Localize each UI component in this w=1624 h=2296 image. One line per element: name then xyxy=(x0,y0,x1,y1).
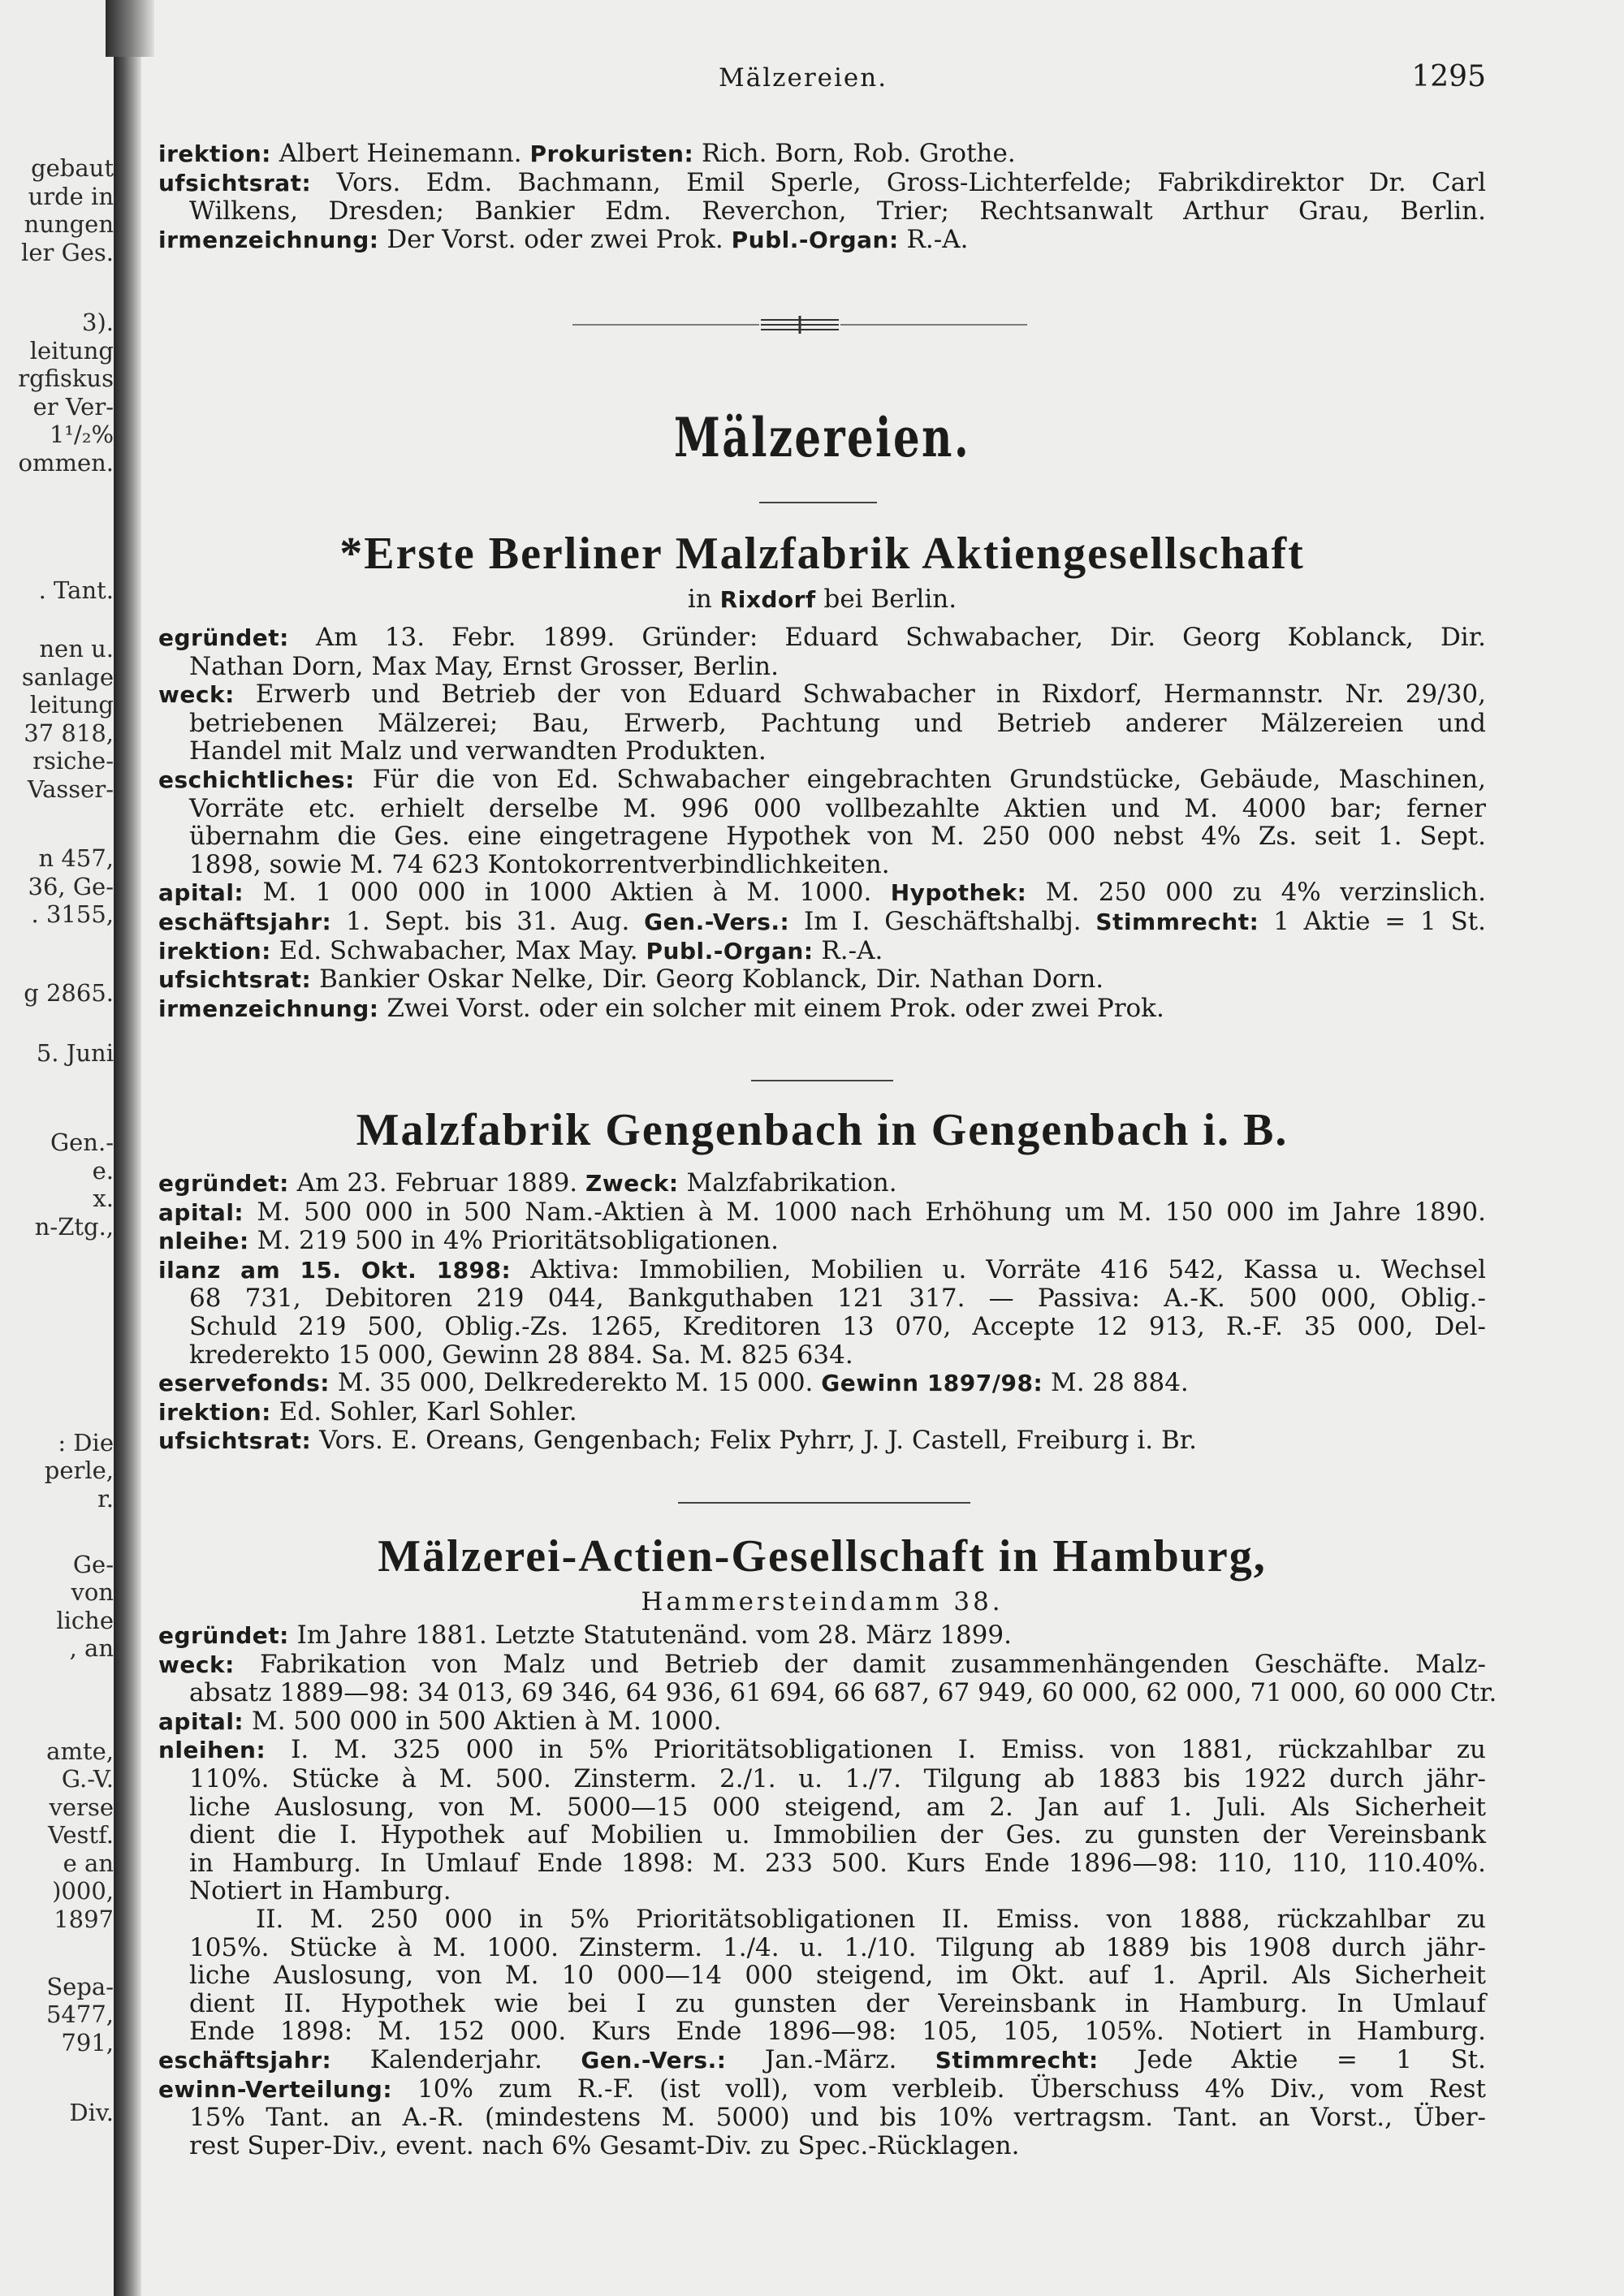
margin-fragment: e an xyxy=(63,1849,114,1877)
divider xyxy=(751,1080,893,1081)
entry-line: rest Super-Div., event. nach 6% Gesamt-Div. zu Spec.-Rücklagen. xyxy=(189,2130,1020,2160)
entry-line: eschäftsjahr: Kalenderjahr. Gen.-Vers.: Jan.-März. Stimmrecht: Jede Aktie = 1 St. xyxy=(158,2044,1486,2074)
margin-fragment: Vasser- xyxy=(27,775,114,803)
margin-fragment: Gen.- xyxy=(50,1129,114,1156)
margin-fragment: nungen xyxy=(24,210,114,238)
margin-fragment: . Tant. xyxy=(38,576,114,604)
divider xyxy=(759,502,877,503)
margin-fragment: nen u. xyxy=(39,635,114,662)
margin-fragment: rgfiskus xyxy=(18,365,114,392)
company-title: Mälzerei-Actien-Gesellschaft in Hamburg, xyxy=(378,1531,1267,1582)
entry-line: nleihen: I. M. 325 000 in 5% Prioritätsobligationen I. Emiss. von 1881, rückzahlbar zu xyxy=(158,1735,1486,1765)
margin-fragment: von xyxy=(71,1578,114,1606)
margin-fragment: liche xyxy=(56,1607,114,1634)
company-title: *Erste Berliner Malzfabrik Aktiengesellschaft xyxy=(339,529,1305,579)
running-title: Mälzereien. xyxy=(719,63,888,93)
company-entry-3 xyxy=(158,1621,1497,2160)
margin-fragment: 36, Ge- xyxy=(28,873,114,900)
entry-line: ufsichtsrat: Vors. Edm. Bachmann, Emil Sperle, Gross-Lichterfelde; Fabrikdirektor Dr. Carl xyxy=(158,167,1486,197)
left-page-margin xyxy=(0,0,122,2296)
entry-line: apital: M. 1 000 000 in 1000 Aktien à M. 1000. Hypothek: M. 250 000 zu 4% verzinslich. xyxy=(158,878,1486,908)
margin-fragment: G.-V. xyxy=(61,1765,114,1793)
entry-line: apital: M. 500 000 in 500 Aktien à M. 1000. xyxy=(158,1706,722,1736)
margin-fragment: amte, xyxy=(46,1737,114,1765)
entry-line: Nathan Dorn, Max May, Ernst Grosser, Berlin. xyxy=(189,651,779,681)
entry-line: 110%. Stücke à M. 500. Zinsterm. 2./1. u. 1./7. Tilgung ab 1883 bis 1922 durch jähr- xyxy=(189,1763,1486,1793)
top-entry-continuation xyxy=(158,140,1486,254)
entry-line: Ende 1898: M. 152 000. Kurs Ende 1896—98: 105, 105, 105%. Notiert in Hamburg. xyxy=(189,2017,1486,2047)
page-number: 1295 xyxy=(1411,60,1486,93)
margin-fragment: leitung xyxy=(29,691,114,719)
margin-fragment: ler Ges. xyxy=(21,239,114,266)
entry-line: irmenzeichnung: Zwei Vorst. oder ein solcher mit einem Prok. oder zwei Prok. xyxy=(158,993,1164,1023)
entry-line: dient die I. Hypothek auf Mobilien u. Immobilien der Ges. zu gunsten der Vereinsbank xyxy=(189,1820,1486,1850)
margin-fragment: 5. Juni xyxy=(36,1039,114,1067)
entry-line: 68 731, Debitoren 219 044, Bankguthaben 121 317. — Passiva: A.-K. 500 000, Oblig.- xyxy=(189,1284,1486,1314)
company-title: Malzfabrik Gengenbach in Gengenbach i. B. xyxy=(356,1105,1289,1155)
entry-line: übernahm die Ges. eine eingetragene Hypothek von M. 250 000 nebst 4% Zs. seit 1. Sept. xyxy=(189,822,1486,852)
margin-fragment: ommen. xyxy=(18,449,114,477)
document-page xyxy=(158,0,1497,2296)
entry-line: weck: Erwerb und Betrieb der von Eduard Schwabacher in Rixdorf, Hermannstr. Nr. 29/30, xyxy=(158,680,1486,710)
margin-fragment: )000, xyxy=(52,1877,114,1905)
margin-fragment: , an xyxy=(69,1634,114,1662)
entry-line: Vorräte etc. erhielt derselbe M. 996 000 vollbezahlte Aktien und M. 4000 bar; ferner xyxy=(189,793,1486,823)
company-address: Hammersteindamm 38. xyxy=(641,1587,1004,1616)
margin-fragment: r. xyxy=(97,1485,114,1513)
entry-line: eschäftsjahr: 1. Sept. bis 31. Aug. Gen.-Vers.: Im I. Geschäftshalbj. Stimmrecht: 1 Aktie = 1 St. xyxy=(158,906,1486,936)
company-entry-2 xyxy=(158,1169,1486,1456)
entry-line: ewinn-Verteilung: 10% zum R.-F. (ist voll), vom verbleib. Überschuss 4% Div., vom Rest xyxy=(158,2074,1486,2104)
margin-fragment: 791, xyxy=(61,2029,114,2056)
entry-line: weck: Fabrikation von Malz und Betrieb der damit zusammenhängenden Geschäfte. Malz- xyxy=(158,1649,1486,1679)
margin-fragment: 1897 xyxy=(54,1905,114,1933)
entry-line: eservefonds: M. 35 000, Delkrederekto M. 15 000. Gewinn 1897/98: M. 28 884. xyxy=(158,1368,1189,1398)
entry-line: irektion: Ed. Schwabacher, Max May. Publ.-Organ: R.-A. xyxy=(158,935,883,965)
entry-line: nleihe: M. 219 500 in 4% Prioritätsobligationen. xyxy=(158,1226,779,1256)
entry-line: egründet: Am 23. Februar 1889. Zweck: Malzfabrikation. xyxy=(158,1168,897,1198)
entry-line: ilanz am 15. Okt. 1898: Aktiva: Immobilien, Mobilien u. Vorräte 416 542, Kassa u. Wechsel xyxy=(158,1254,1487,1284)
margin-fragment: leitung xyxy=(29,337,114,365)
entry-line: dient II. Hypothek wie bei I zu gunsten der Vereinsbank in Hamburg. In Umlauf xyxy=(189,1988,1486,2018)
entry-line: 15% Tant. an A.-R. (mindestens M. 5000) und bis 10% vertragsm. Tant. an Vorst., Über- xyxy=(189,2103,1486,2133)
margin-fragment: g 2865. xyxy=(24,979,114,1007)
entry-line: egründet: Im Jahre 1881. Letzte Statutenänd. vom 28. März 1899. xyxy=(158,1621,1012,1650)
margin-fragment: : Die xyxy=(58,1429,114,1457)
entry-line: Schuld 219 500, Oblig.-Zs. 1265, Kreditoren 13 070, Accepte 12 913, R.-F. 35 000, Del- xyxy=(189,1311,1486,1341)
company-location: in Rixdorf bei Berlin. xyxy=(687,585,957,614)
section-ornament xyxy=(572,313,1027,337)
margin-fragment: gebaut xyxy=(31,154,114,182)
margin-fragment: . 3155, xyxy=(31,900,114,928)
entry-line: ufsichtsrat: Vors. E. Oreans, Gengenbach; Felix Pyhrr, J. J. Castell, Freiburg i. Br. xyxy=(158,1426,1198,1456)
entry-line: irmenzeichnung: Der Vorst. oder zwei Prok. Publ.-Organ: R.-A. xyxy=(158,224,969,254)
entry-line: ufsichtsrat: Bankier Oskar Nelke, Dir. Georg Koblanck, Dir. Nathan Dorn. xyxy=(158,965,1104,995)
entry-line: irektion: Ed. Sohler, Karl Sohler. xyxy=(158,1396,577,1426)
book-spine-top xyxy=(106,0,154,57)
entry-line: 1898, sowie M. 74 623 Kontokorrentverbindlichkeiten. xyxy=(189,849,890,879)
entry-line: irektion: Albert Heinemann. Prokuristen: Rich. Born, Rob. Grothe. xyxy=(158,139,1016,168)
entry-line: Wilkens, Dresden; Bankier Edm. Reverchon, Trier; Rechtsanwalt Arthur Grau, Berlin. xyxy=(189,196,1486,227)
margin-fragment: x. xyxy=(93,1185,114,1212)
entry-line: egründet: Am 13. Febr. 1899. Gründer: Eduard Schwabacher, Dir. Georg Koblanck, Dir. xyxy=(158,623,1486,652)
margin-fragment: Vestf. xyxy=(48,1821,114,1849)
margin-fragment: verse xyxy=(49,1793,114,1821)
entry-line: apital: M. 500 000 in 500 Nam.-Aktien à M. 1000 nach Erhöhung um M. 150 000 im Jahre 1890. xyxy=(158,1197,1486,1227)
entry-line: in Hamburg. In Umlauf Ende 1898: M. 233 500. Kurs Ende 1896—98: 110, 110, 110.40%. xyxy=(189,1848,1486,1878)
entry-line: krederekto 15 000, Gewinn 28 884. Sa. M. 825 634. xyxy=(189,1340,853,1370)
entry-line: 105%. Stücke à M. 1000. Zinsterm. 1./4. u. 1./10. Tilgung ab 1889 bis 1908 durch jähr- xyxy=(189,1932,1486,1962)
margin-fragment: Ge- xyxy=(72,1551,114,1578)
margin-fragment: n-Ztg., xyxy=(34,1213,114,1241)
margin-fragment: perle, xyxy=(44,1457,114,1484)
entry-line: II. M. 250 000 in 5% Prioritätsobligationen II. Emiss. von 1888, rückzahlbar zu xyxy=(256,1904,1486,1934)
entry-line: Handel mit Malz und verwandten Produkten. xyxy=(189,736,767,766)
entry-line: eschichtliches: Für die von Ed. Schwabacher eingebrachten Grundstücke, Gebäude, Maschinen, xyxy=(158,764,1486,794)
entry-line: liche Auslosung, von M. 5000—15 000 steigend, am 2. Jan auf 1. Juli. Als Sicherheit xyxy=(189,1792,1486,1822)
entry-line: absatz 1889—98: 34 013, 69 346, 64 936, 61 694, 66 687, 67 949, 60 000, 62 000, 71 000, 60 000 Ctr. xyxy=(189,1678,1497,1708)
margin-fragment: e. xyxy=(92,1157,114,1185)
margin-fragment: er Ver- xyxy=(32,393,114,421)
margin-fragment: 37 818, xyxy=(24,719,114,747)
company-entry-1 xyxy=(158,624,1486,1023)
book-spine-shadow xyxy=(114,0,141,2296)
entry-line: liche Auslosung, von M. 10 000—14 000 steigend, im Okt. auf 1. April. Als Sicherheit xyxy=(189,1961,1486,1991)
margin-fragment: sanlage xyxy=(21,663,114,691)
section-title: Mälzereien. xyxy=(673,406,971,469)
margin-fragment: Div. xyxy=(69,2099,114,2126)
margin-fragment: urde in xyxy=(28,183,114,210)
margin-fragment: Sepa- xyxy=(46,1973,114,2000)
margin-fragment: n 457, xyxy=(38,844,114,872)
entry-line: betriebenen Mälzerei; Bau, Erwerb, Pachtung und Betrieb anderer Mälzereien und xyxy=(189,708,1486,738)
margin-fragment: rsiche- xyxy=(32,747,114,775)
margin-fragment: 5477, xyxy=(45,2000,114,2028)
margin-fragment: 1¹/₂% xyxy=(49,421,114,448)
margin-fragment: 3). xyxy=(82,309,114,336)
entry-line: Notiert in Hamburg. xyxy=(189,1876,451,1906)
divider xyxy=(678,1502,970,1504)
